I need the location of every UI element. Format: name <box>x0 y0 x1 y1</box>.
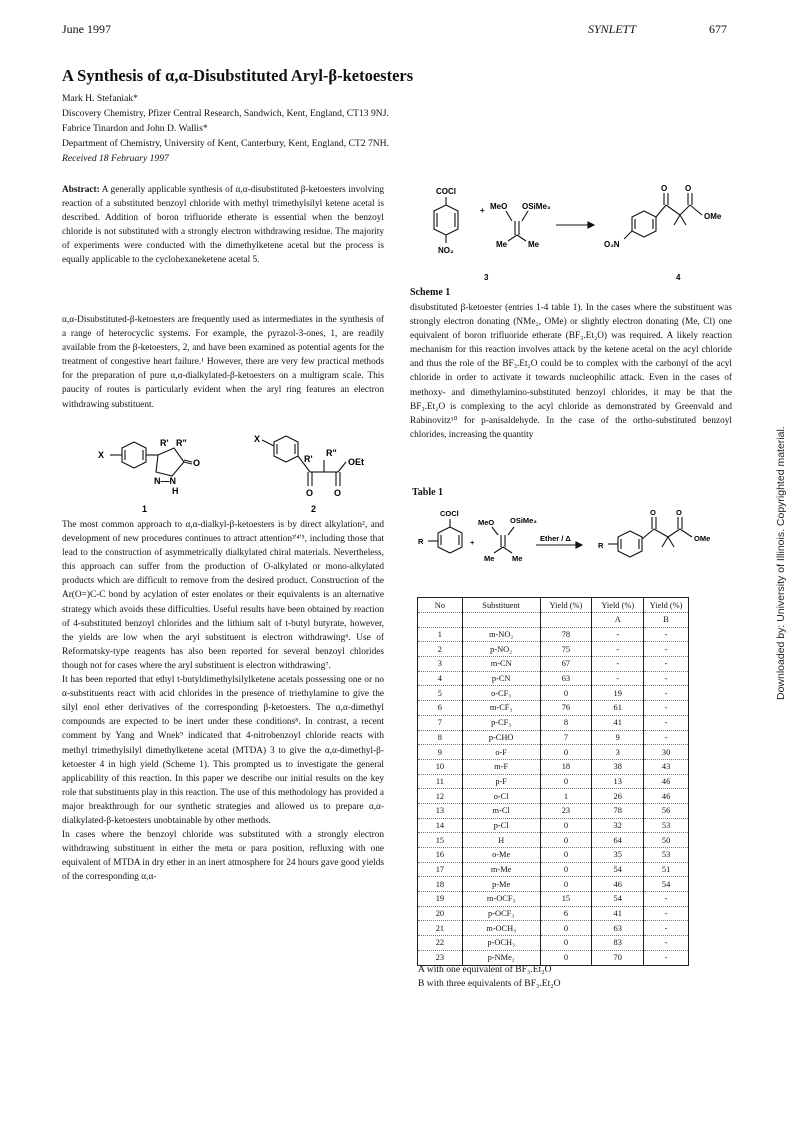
table-cell: 19 <box>592 686 644 701</box>
table-cell: 50 <box>644 833 689 848</box>
yield-table <box>417 597 689 966</box>
table-cell: - <box>644 936 689 951</box>
page-number: 677 <box>709 22 727 36</box>
table-cell: 0 <box>540 833 592 848</box>
table-cell: 0 <box>540 950 592 965</box>
table-cell: 13 <box>592 774 644 789</box>
scheme-1-graphic <box>410 183 735 283</box>
table-cell: 46 <box>644 774 689 789</box>
scheme-osime3: OSiMe₃ <box>522 202 551 211</box>
table-scheme-ome: OMe <box>694 534 711 543</box>
affiliation-2: Department of Chemistry, University of Kent, Canterbury, Kent, England, CT2 7NH. <box>62 138 390 149</box>
scheme-product-o2n: O₂N <box>604 240 620 249</box>
table-row <box>418 774 689 789</box>
table-cell: 0 <box>540 936 592 951</box>
table-row <box>418 862 689 877</box>
body-paragraph-1: α,α-Disubstituted-β-ketoesters are frequently used as intermediates in the synthesis of a range of heterocyclic systems. For example, the pyrazol-3-ones, 1, are readily available from the β-ketoesters, 2, and have been examined as potential agents for the treatment of congestive heart failure.¹ However, there are very few practical methods for the preparation of pure α,α-dialkylated-β-ketoesters on a multigram scale. This paucity of routes is particularly evident when the aryl ring features an electron withdrawing substituent. <box>62 315 384 410</box>
abstract-text: A generally applicable synthesis of α,α-disubstituted β-ketoesters involving reaction of a substituted benzoyl chloride with methyl trimethylsilyl ketene acetal is described. Addition of boron trifluoride etherate is essential when the benzoyl chloride is not substituted with a strongly electron withdrawing residue. The majority of experiments were conducted with the dimethylketene acetal but the process is equally applicable to the cyclohexaneketene acetal 5. <box>62 185 384 266</box>
footnote-b: B with three equivalents of BF₃.Et₂O <box>418 978 561 989</box>
table-cell: - <box>592 657 644 672</box>
table-cell: 51 <box>644 862 689 877</box>
table-cell: 64 <box>592 833 644 848</box>
table-cell: o-CF₃ <box>462 686 540 701</box>
table-cell: p-Me <box>462 877 540 892</box>
table-scheme-me-2: Me <box>512 554 523 563</box>
s2-oet: OEt <box>348 457 365 467</box>
table-row <box>418 950 689 965</box>
table-cell: - <box>592 671 644 686</box>
s2-o1: O <box>306 488 314 498</box>
table-cell: 75 <box>540 642 592 657</box>
table-cell: p-CHO <box>462 730 540 745</box>
structures-1-2 <box>80 432 380 514</box>
table-row <box>418 686 689 701</box>
table-cell: - <box>644 921 689 936</box>
table-scheme-conditions: Ether / Δ <box>540 534 571 543</box>
table-subheader-row <box>418 613 689 628</box>
table-cell: 16 <box>418 848 463 863</box>
table-cell: 21 <box>418 921 463 936</box>
table-cell: H <box>462 833 540 848</box>
table-cell: 54 <box>644 877 689 892</box>
subheader-cell <box>462 613 540 628</box>
table-cell: - <box>644 892 689 907</box>
scheme-me-2: Me <box>528 240 540 249</box>
body-right-paragraph: disubstituted β-ketoester (entries 1-4 table 1). In the cases where the substituent was strongly electron donating (NMe₂, OMe) or slightly electron donating (Me, Cl) one equivalent of boron trifluoride etherate (BF₃.Et₂O) was required. A likely reaction mechanism for this reaction involves attack by the ketene acetal on the acyl chloride and thus the role of the BF₃.Et₂O could be to complex with the carbonyl of the acyl chloride in order to activate it towards nucleophilic attack. Even in the cases of methoxy- and dimethylamino-substituted benzoyl chlorides, it may be that the BF₃.Et₂O is complexing to the acyl chloride as demonstrated by Greenvald and Rabinovitz¹⁰ for p-anisaldehyde. In the case of the ortho-substituted benzoyl chlorides, increasing the quantity <box>410 303 732 440</box>
table-cell: 30 <box>644 745 689 760</box>
s2-r2: R" <box>326 448 337 458</box>
table-row <box>418 906 689 921</box>
table-row <box>418 701 689 716</box>
table-cell: p-OCF₃ <box>462 906 540 921</box>
table-cell: 13 <box>418 803 463 818</box>
table-cell: - <box>644 950 689 965</box>
table-cell: 14 <box>418 818 463 833</box>
table-cell: 11 <box>418 774 463 789</box>
table-row <box>418 877 689 892</box>
author-line-2: Fabrice Tinardon and John D. Wallis* <box>62 123 208 134</box>
table-scheme-osime3: OSiMe₃ <box>510 516 537 525</box>
table-cell: 0 <box>540 686 592 701</box>
table-row <box>418 789 689 804</box>
table-row <box>418 803 689 818</box>
table-cell: 35 <box>592 848 644 863</box>
table-cell: 6 <box>540 906 592 921</box>
table-cell: m-OCH₃ <box>462 921 540 936</box>
table-cell: 15 <box>418 833 463 848</box>
table-cell: p-NMe₂ <box>462 950 540 965</box>
table-cell: 0 <box>540 862 592 877</box>
table-cell: 0 <box>540 818 592 833</box>
table-cell: 8 <box>540 715 592 730</box>
table-cell: p-Cl <box>462 818 540 833</box>
subheader-cell <box>418 613 463 628</box>
table-cell: 5 <box>418 686 463 701</box>
table-row <box>418 848 689 863</box>
scheme-number-3: 3 <box>484 273 489 282</box>
scheme-label: Scheme 1 <box>410 287 451 298</box>
table-cell: 78 <box>540 627 592 642</box>
table-cell: 78 <box>592 803 644 818</box>
table-cell: 3 <box>592 745 644 760</box>
table-scheme-o1: O <box>650 508 656 517</box>
table-scheme-plus: + <box>470 538 475 547</box>
table-cell: 63 <box>592 921 644 936</box>
table-cell: m-Cl <box>462 803 540 818</box>
table-cell: m-Me <box>462 862 540 877</box>
download-watermark: Downloaded by: University of Illinois. Copyrighted material. <box>775 426 787 700</box>
table-cell: o-F <box>462 745 540 760</box>
table-cell: m-F <box>462 759 540 774</box>
table-cell: 1 <box>540 789 592 804</box>
header-no: No <box>418 598 463 613</box>
table-cell: 26 <box>592 789 644 804</box>
table-cell: - <box>644 657 689 672</box>
table-cell: p-CN <box>462 671 540 686</box>
s1-r1: R' <box>160 438 169 448</box>
subheader-cell <box>540 613 592 628</box>
paper-title: A Synthesis of α,α-Disubstituted Aryl-β-ketoesters <box>62 66 414 85</box>
table-cell: 67 <box>540 657 592 672</box>
table-cell: 38 <box>592 759 644 774</box>
table-row <box>418 921 689 936</box>
table-row <box>418 627 689 642</box>
table-cell: 41 <box>592 906 644 921</box>
s1-number: 1 <box>142 504 148 514</box>
table-row <box>418 730 689 745</box>
table-cell: 17 <box>418 862 463 877</box>
table-scheme-r: R <box>418 537 424 546</box>
table-cell: 6 <box>418 701 463 716</box>
table-cell: 8 <box>418 730 463 745</box>
table-scheme-product-r: R <box>598 541 604 550</box>
subheader-cell: B <box>644 613 689 628</box>
s1-x: X <box>98 450 105 460</box>
table-cell: - <box>644 642 689 657</box>
table-scheme-cocl: COCl <box>440 509 459 518</box>
table-cell: - <box>644 671 689 686</box>
table-cell: - <box>644 627 689 642</box>
table-cell: 54 <box>592 892 644 907</box>
footnote-a: A with one equivalent of BF₃.Et₂O <box>418 964 552 975</box>
author-line-1: Mark H. Stefaniak* <box>62 93 138 104</box>
s1-nn: N—N <box>154 476 176 486</box>
yield-table-body <box>418 598 689 966</box>
scheme-me-1: Me <box>496 240 508 249</box>
table-cell: 1 <box>418 627 463 642</box>
table-cell: 18 <box>540 759 592 774</box>
table-cell: 70 <box>592 950 644 965</box>
scheme-meo: MeO <box>490 202 508 211</box>
table-cell: m-CN <box>462 657 540 672</box>
table-cell: 54 <box>592 862 644 877</box>
scheme-product-ome: OMe <box>704 212 722 221</box>
table-cell: - <box>644 701 689 716</box>
table-cell: 53 <box>644 848 689 863</box>
table-cell: 46 <box>592 877 644 892</box>
s2-o2: O <box>334 488 342 498</box>
table-1-scheme <box>410 505 735 575</box>
table-row <box>418 642 689 657</box>
body-paragraph-2: The most common approach to α,α-dialkyl-β-ketoesters is by direct alkylation², and development of new procedures continues to attract attention³'⁴'⁵, including those that lead to the construction of asymmetrically dialkylated chiral materials. Nevertheless, this approach can suffer from the production of O-alkylated or mono-alkylated products which are difficult to remove from the desired product. Construction of the Ar(O=)C-C bond by acylation of ester enolates or their equivalents is an alternative strategy which avoids these difficulties. Useful results have been obtained by reaction of 4-substituted benzoyl chlorides and the lithium salt of t-butyl butyrate, however, the yields are low when the aryl substituent is electron withdrawing⁶. Use of Reformatsky-type reagents has also been reported for several benzoyl chlorides though not for cases where the aryl substituent is electron withdrawing⁷. <box>62 520 384 671</box>
table-cell: 76 <box>540 701 592 716</box>
table-cell: - <box>644 906 689 921</box>
body-paragraph-3: It has been reported that ethyl t-butyldimethylsilylketene acetals possessing one or no α-substituents react with acid chlorides in the presence of triethylamine to give the silyl enol ether derivatives of the corresponding β-ketoesters. The α,α-dimethyl compounds are expected to be inert under these conditions⁸. In contrast, a recent comment by Yang and Wnek⁹ indicated that 4-nitrobenzoyl chloride reacts with methyl trimethylsilyl dimethylketene acetal (MTDA) 3 to give the α,α-dimethyl-β-ketoester 4 in high yield (Scheme 1). This prompted us to investigate the general applicability of this reaction. In this paper we describe our initial results on the key role that substituents play in this reaction. The use of this methodology has provided a major breakthrough for our synthetic strategies and allowed us to prepare α,α-dialkylated-β-ketoesters unobtainable by other methods. <box>62 675 384 826</box>
table-cell: 23 <box>418 950 463 965</box>
table-cell: 0 <box>540 745 592 760</box>
table-row <box>418 759 689 774</box>
table-cell: 61 <box>592 701 644 716</box>
scheme-number-4: 4 <box>676 273 681 282</box>
table-cell: 53 <box>644 818 689 833</box>
table-header-row <box>418 598 689 613</box>
scheme-no2: NO₂ <box>438 246 454 255</box>
table-cell: 12 <box>418 789 463 804</box>
table-row <box>418 936 689 951</box>
table-cell: 23 <box>540 803 592 818</box>
s2-number: 2 <box>311 504 317 514</box>
s1-o: O <box>193 458 201 468</box>
table-cell: m-NO₂ <box>462 627 540 642</box>
scheme-product-o2: O <box>685 184 692 193</box>
header-yield: Yield (%) <box>540 598 592 613</box>
table-row <box>418 892 689 907</box>
body-left-continued <box>62 518 384 884</box>
table-row <box>418 715 689 730</box>
affiliation-1: Discovery Chemistry, Pfizer Central Research, Sandwich, Kent, England, CT13 9NJ. <box>62 108 389 119</box>
s1-h: H <box>172 486 179 496</box>
body-paragraph-4: In cases where the benzoyl chloride was substituted with a strongly electron withdrawing substituent in either the meta or para position, refluxing with one equivalent of MTDA in dry ether in an inert atmosphere for 24 hours gave good yields of the corresponding α,α- <box>62 830 384 883</box>
table-cell: 83 <box>592 936 644 951</box>
table-row <box>418 833 689 848</box>
header-yield-b: Yield (%) <box>644 598 689 613</box>
table-cell: 9 <box>592 730 644 745</box>
s2-r1: R' <box>304 454 313 464</box>
table-cell: 0 <box>540 921 592 936</box>
table-cell: 46 <box>644 789 689 804</box>
table-cell: 18 <box>418 877 463 892</box>
table-cell: 0 <box>540 848 592 863</box>
table-cell: 43 <box>644 759 689 774</box>
header-yield-a: Yield (%) <box>592 598 644 613</box>
table-scheme-meo: MeO <box>478 518 495 527</box>
table-cell: 9 <box>418 745 463 760</box>
received-date: Received 18 February 1997 <box>62 153 169 164</box>
table-cell: 7 <box>540 730 592 745</box>
s1-r2: R" <box>176 438 187 448</box>
table-cell: m-OCF₃ <box>462 892 540 907</box>
table-cell: - <box>592 627 644 642</box>
table-cell: p-F <box>462 774 540 789</box>
table-cell: - <box>644 730 689 745</box>
table-row <box>418 818 689 833</box>
table-scheme-me-1: Me <box>484 554 495 563</box>
table-cell: m-CF₃ <box>462 701 540 716</box>
table-cell: 32 <box>592 818 644 833</box>
running-header-date: June 1997 <box>62 22 111 36</box>
running-header-journal: SYNLETT <box>588 22 637 36</box>
table-cell: 20 <box>418 906 463 921</box>
table-cell: 19 <box>418 892 463 907</box>
header-substituent: Substituent <box>462 598 540 613</box>
table-cell: 41 <box>592 715 644 730</box>
table-cell: p-CF₃ <box>462 715 540 730</box>
table-cell: 2 <box>418 642 463 657</box>
table-cell: 3 <box>418 657 463 672</box>
table-cell: 22 <box>418 936 463 951</box>
table-label: Table 1 <box>412 487 444 498</box>
table-cell: 0 <box>540 774 592 789</box>
table-scheme-o2: O <box>676 508 682 517</box>
table-cell: 0 <box>540 877 592 892</box>
abstract <box>62 183 384 268</box>
table-row <box>418 745 689 760</box>
table-row <box>418 671 689 686</box>
table-cell: 15 <box>540 892 592 907</box>
table-cell: 4 <box>418 671 463 686</box>
scheme-product-o1: O <box>661 184 668 193</box>
table-cell: 56 <box>644 803 689 818</box>
table-cell: o-Cl <box>462 789 540 804</box>
table-cell: 10 <box>418 759 463 774</box>
table-row <box>418 657 689 672</box>
table-cell: - <box>592 642 644 657</box>
table-cell: - <box>644 715 689 730</box>
intro-paragraph <box>62 313 384 412</box>
abstract-label: Abstract: <box>62 185 100 195</box>
table-cell: p-OCH₃ <box>462 936 540 951</box>
subheader-cell: A <box>592 613 644 628</box>
body-right <box>410 301 732 442</box>
table-cell: o-Me <box>462 848 540 863</box>
scheme-cocl: COCl <box>436 187 456 196</box>
table-cell: p-NO₂ <box>462 642 540 657</box>
table-cell: 7 <box>418 715 463 730</box>
scheme-plus: + <box>480 206 485 215</box>
table-cell: 63 <box>540 671 592 686</box>
table-cell: - <box>644 686 689 701</box>
s2-x: X <box>254 434 261 444</box>
